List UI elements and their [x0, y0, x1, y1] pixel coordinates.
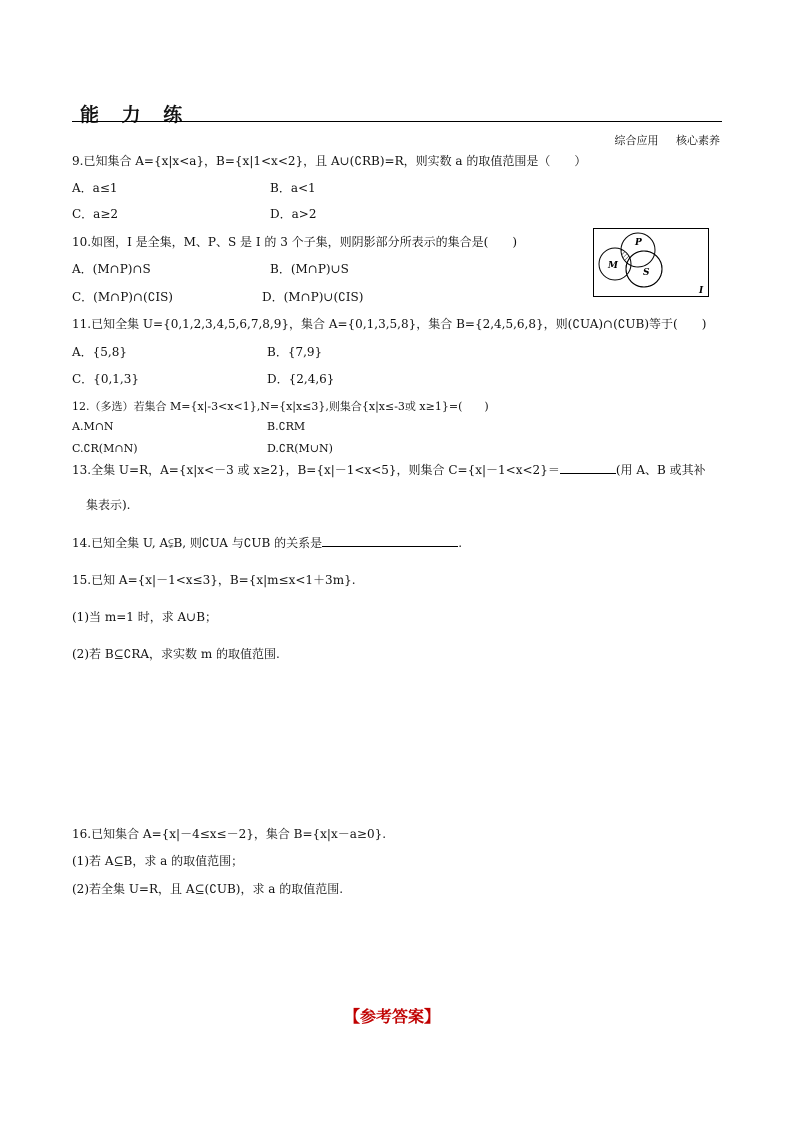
q10-stem: 10.如图，I 是全集，M、P、S 是 I 的 3 个子集，则阴影部分所表示的集合是( ) — [72, 235, 518, 249]
q15-part1: (1)当 m=1 时，求 A∪B； — [72, 610, 218, 624]
q16-part2: (2)若全集 U=R，且 A⊆(∁UB)，求 a 的取值范围. — [72, 882, 344, 896]
answer-key-header: 【参考答案】 — [344, 1007, 441, 1026]
q10-option-a: A．(M∩P)∩S — [72, 262, 151, 276]
q13-blank[interactable] — [560, 473, 616, 474]
q10-option-d: D．(M∩P)∪(∁IS) — [262, 290, 364, 304]
section-title: 能 力 练 — [80, 104, 191, 126]
venn-label-m: M — [608, 261, 618, 271]
q11-option-d: D．{2,4,6} — [267, 372, 335, 386]
q13-line — [72, 462, 706, 478]
q9-option-b: B．a<1 — [270, 181, 316, 195]
q9-option-d: D．a>2 — [270, 207, 317, 221]
q16-stem: 16.已知集合 A={x|－4≤x≤－2}，集合 B={x|x－a≥0}. — [72, 827, 387, 841]
venn-label-i: I — [699, 286, 704, 296]
q12-stem: 12.（多选）若集合 M={x|-3<x<1},N={x|x≤3},则集合{x|x≤-3或 x≥1}=( ) — [72, 400, 489, 413]
q11-option-b: B．{7,9} — [267, 345, 323, 359]
q12-option-b: B.∁RM — [267, 420, 306, 433]
q12-option-c: C.∁R(M∩N) — [72, 442, 138, 455]
q14-line — [72, 535, 462, 551]
q11-option-c: C．{0,1,3} — [72, 372, 139, 386]
q9-stem: 9.已知集合 A={x|x<a}，B={x|1<x<2}，且 A∪(∁RB)=R，则实数 a 的取值范围是（ ） — [72, 154, 587, 168]
q11-stem: 11.已知全集 U={0,1,2,3,4,5,6,7,8,9}，集合 A={0,1,3,5,8}，集合 B={2,4,5,6,8}，则(∁UA)∩(∁UB)等于( ) — [72, 317, 707, 331]
q14-blank[interactable] — [322, 546, 458, 547]
q15-stem: 15.已知 A={x|－1<x≤3}，B={x|m≤x<1＋3m}. — [72, 573, 356, 587]
q12-option-a: A.M∩N — [72, 420, 114, 433]
q14-stem: 14.已知全集 U, A⫋B, 则∁UA 与∁UB 的关系是 — [72, 536, 323, 550]
q14-end: . — [458, 536, 463, 550]
q12-option-d: D.∁R(M∪N) — [267, 442, 333, 455]
q9-option-a: A．a≤1 — [72, 181, 118, 195]
venn-label-s: S — [643, 268, 650, 278]
venn-diagram — [593, 228, 710, 298]
q13-continuation: 集表示). — [86, 498, 131, 512]
q15-part2: (2)若 B⊆∁RA，求实数 m 的取值范围. — [72, 647, 280, 661]
q13-stem: 13.全集 U=R，A={x|x<－3 或 x≥2}，B={x|－1<x<5}，则集合 C={x|－1<x<2}＝ — [72, 463, 560, 477]
section-subhead: 综合应用 核心素养 — [614, 134, 720, 147]
q16-part1: (1)若 A⊆B，求 a 的取值范围； — [72, 854, 244, 868]
q10-option-b: B．(M∩P)∪S — [270, 262, 349, 276]
title-rule — [72, 121, 722, 122]
q13-tail: (用 A、B 或其补 — [615, 463, 706, 477]
venn-label-p: P — [635, 238, 642, 248]
q10-option-c: C．(M∩P)∩(∁IS) — [72, 290, 173, 304]
q9-option-c: C．a≥2 — [72, 207, 119, 221]
q11-option-a: A．{5,8} — [72, 345, 128, 359]
